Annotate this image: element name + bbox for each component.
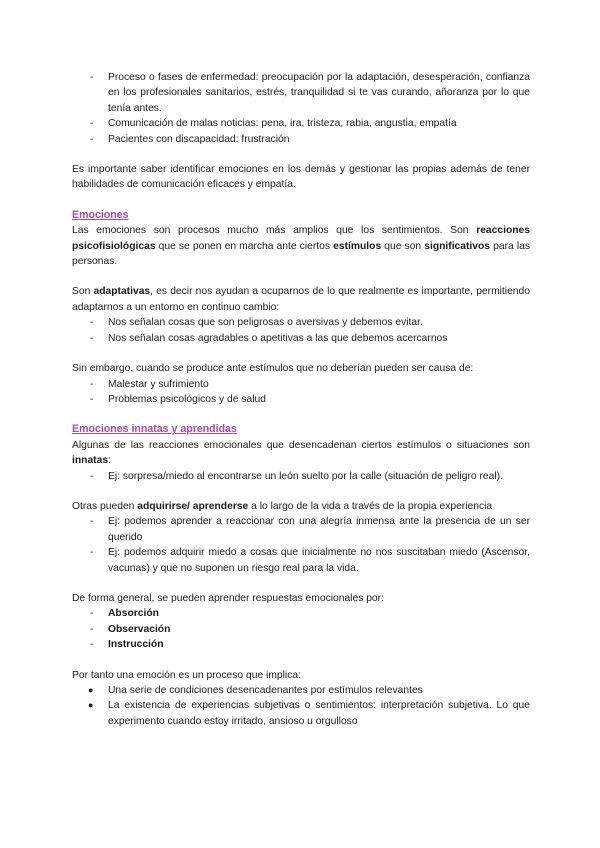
list-item: - Nos señalan cosas agradables o apetitivas a las que debemos acercarnos <box>72 331 530 346</box>
paragraph: Por tanto una emoción es un proceso que implica: <box>72 669 301 681</box>
paragraph: Son adaptativas, es decir nos ayudan a ocuparnos de lo que realmente es importante, permitiendo adaptarnos a un entorno en continuo cambio: <box>72 286 530 313</box>
dash-marker: - <box>90 623 94 635</box>
emociones-list-2 <box>72 377 530 408</box>
list-item: - Instrucción <box>72 637 530 652</box>
innatas-bullet-list <box>72 683 530 729</box>
list-item: - Ej: sorpresa/miedo al encontrarse un león suelto por la calle (situación de peligro real). <box>72 469 530 484</box>
dash-marker: - <box>90 516 94 528</box>
list-item: - Ej: podemos aprender a reaccionar con una alegría inmensa ante la presencia de un ser querido <box>90 516 530 543</box>
innatas-list-1 <box>72 469 530 484</box>
dash-marker: - <box>90 118 94 130</box>
list-item: - Problemas psicológicos y de salud <box>72 392 530 407</box>
innatas-list-3 <box>72 606 530 652</box>
paragraph: Sin embargo, cuando se produce ante estímulos que no deberían pueden ser causa de: <box>72 363 474 375</box>
list-item: - Comunicación de malas noticias: pena, ira, tristeza, rabia, angustia, empatía <box>72 116 530 131</box>
document-body <box>72 70 530 729</box>
list-item: - Pacientes con discapacidad: frustración <box>72 132 530 147</box>
intro-list <box>72 70 530 147</box>
dash-marker: - <box>90 547 94 559</box>
dash-marker: - <box>90 639 94 651</box>
list-item: - Malestar y sufrimiento <box>72 377 530 392</box>
important-paragraph: Es importante saber identificar emociones en los demás y gestionar las propias además de tener habilidades de comunicación eficaces y empatía. <box>72 164 530 191</box>
list-item: - Proceso o fases de enfermedad: preocupación por la adaptación, desesperación, confianza en los profesionales sanitarios, estrés, tranquilidad si te vas curando, añoranza por lo que tenía antes. <box>90 72 530 114</box>
list-item: ● La existencia de experiencias subjetivas o sentimientos: interpretación subjetiva. Lo que experimento cuando estoy irritado, ansioso u orgulloso <box>88 700 530 727</box>
list-item: - Observación <box>72 622 530 637</box>
dash-marker: - <box>90 133 94 145</box>
dash-marker: - <box>90 393 94 405</box>
paragraph: De forma general, se pueden aprender respuestas emocionales por: <box>72 592 384 604</box>
dash-marker: - <box>90 378 94 390</box>
bullet-icon: ● <box>88 700 94 711</box>
emociones-list-1 <box>72 315 530 346</box>
section-heading-innatas: Emociones innatas y aprendidas <box>72 423 237 436</box>
list-item: - Absorción <box>72 606 530 621</box>
paragraph: Otras pueden adquirirse/ aprenderse a lo largo de la vida a través de la propia experiencia <box>72 500 493 512</box>
paragraph: Algunas de las reacciones emocionales que desencadenan ciertos estímulos o situaciones son innatas: <box>72 439 530 467</box>
dash-marker: - <box>90 72 94 83</box>
dash-marker: - <box>90 608 94 620</box>
innatas-list-2 <box>72 514 530 576</box>
list-item: ● Una serie de condiciones desencadenantes por estímulos relevantes <box>72 683 530 698</box>
paragraph: Las emociones son procesos mucho más amplios que los sentimientos. Son reacciones psicofisiológicas que se ponen en marcha ante ciertos estímulos que son significativos para las personas. <box>72 225 530 268</box>
bullet-icon: ● <box>88 685 94 695</box>
list-item: - Ej: podemos adquirir miedo a cosas que inicialmente no nos suscitaban miedo (Ascensor, vacunas) y que no suponen un riesgo real para la vida. <box>90 547 530 574</box>
dash-marker: - <box>90 317 94 329</box>
section-heading-emociones: Emociones <box>72 208 129 221</box>
dash-marker: - <box>90 470 94 482</box>
list-item: - Nos señalan cosas que son peligrosas o aversivas y debemos evitar. <box>72 315 530 330</box>
dash-marker: - <box>90 332 94 344</box>
